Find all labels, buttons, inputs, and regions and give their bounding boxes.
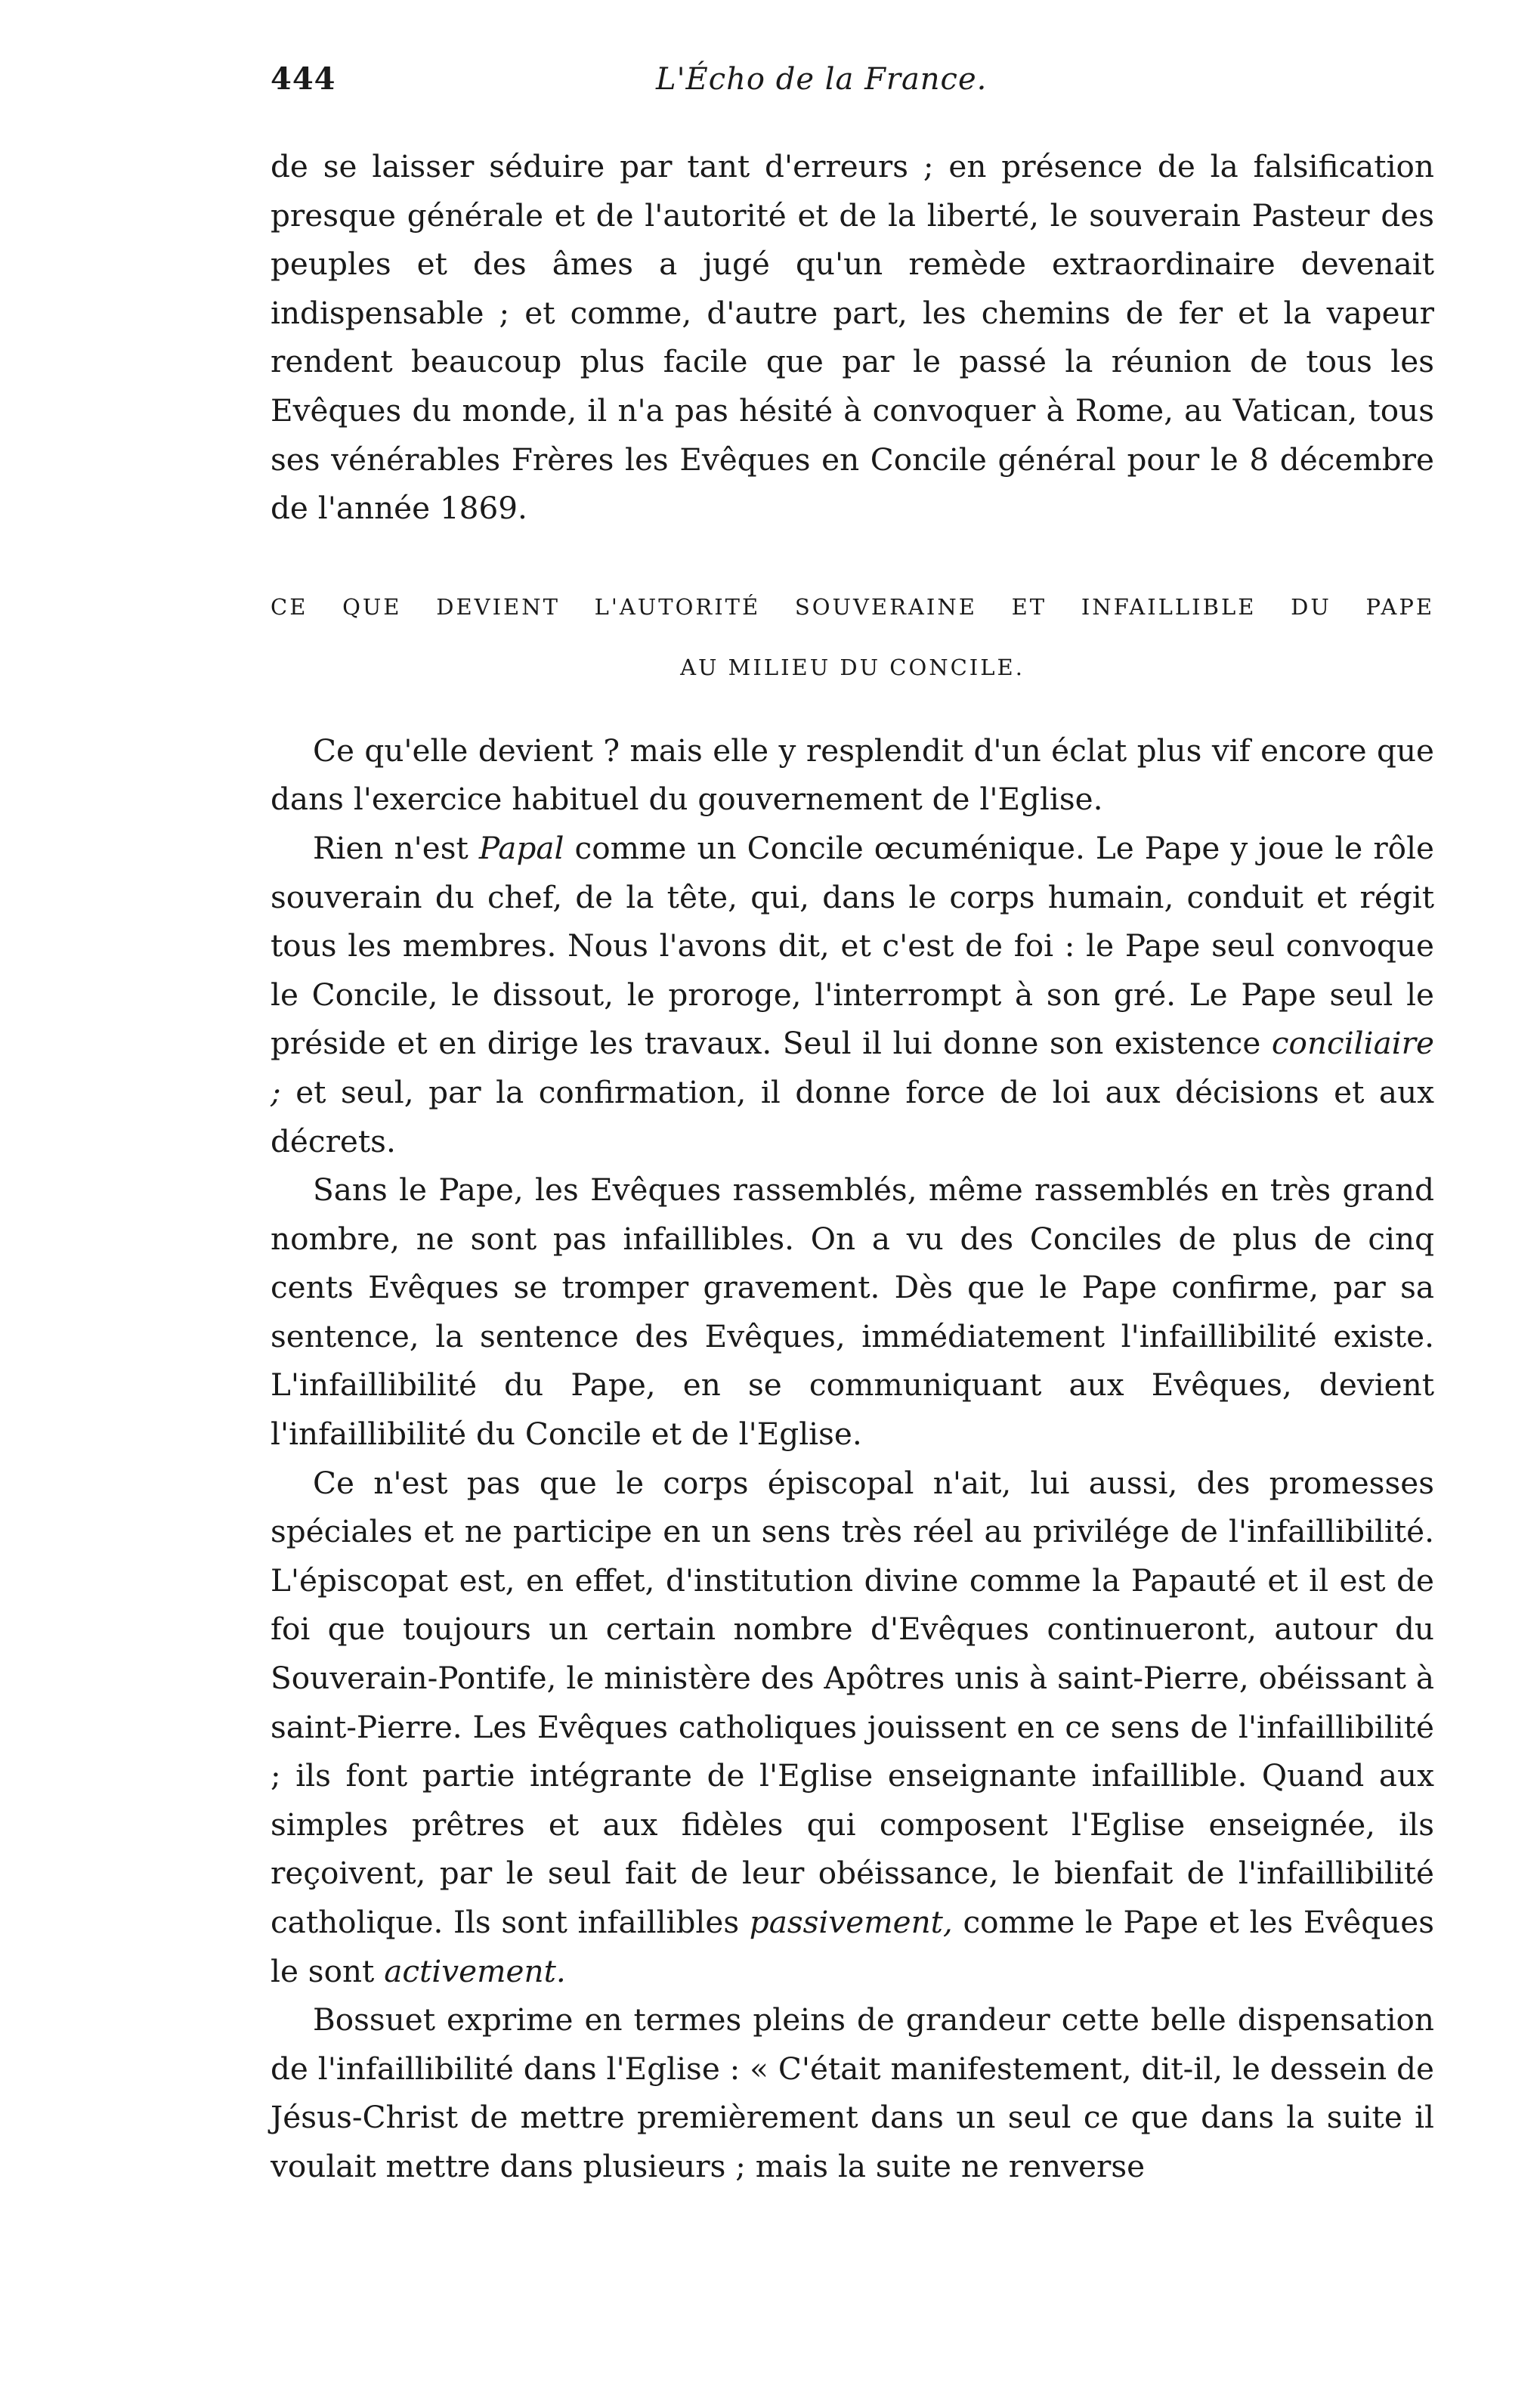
- paragraph-3-text-c: comme un Concile œcuménique. Le Pape y joue le rôle souverain du chef, de la tête, qui, dans le corps humain, conduit et régit tous les membres. Nous l'avons dit, et c'est de foi : le Pape seul convoque le Concile, le dissout, le proroge, l'interrompt à son gré. Le Pape seul le préside et en dirige les travaux. Seul il lui donne son existence: [271, 829, 1434, 1062]
- paragraph-5: [271, 1459, 1434, 1996]
- paragraph-5-emphasis-passivement: passivement,: [749, 1904, 953, 1940]
- paragraph-3: [271, 824, 1434, 1165]
- paragraph-4: Sans le Pape, les Evêques rassemblés, même rassemblés en très grand nombre, ne sont pas infaillibles. On a vu des Conciles de plus de cinq cents Evêques se tromper gravement. Dès que le Pape confirme, par sa sentence, la sentence des Evêques, immédiatement l'infaillibilité existe. L'infaillibilité du Pape, en se communiquant aux Evêques, devient l'infaillibilité du Concile et de l'Eglise.: [271, 1172, 1434, 1453]
- journal-title: L'Écho de la France.: [656, 62, 988, 97]
- paragraph-3-text-e: et seul, par la confirmation, il donne force de loi aux décisions et aux décrets.: [271, 1073, 1434, 1159]
- section-heading: [271, 577, 1434, 698]
- paragraph-6: Bossuet exprime en termes pleins de grandeur cette belle dispensation de l'infaillibilité dans l'Eglise : « C'était manifestement, dit-il, le dessein de Jésus-Christ de mettre premièrement dans un seul ce que dans la suite il voulait mettre dans plusieurs ; mais la suite ne renverse: [271, 2001, 1435, 2184]
- paragraph-3-emphasis-papal: Papal: [478, 829, 564, 866]
- paragraph-3-emphasis-conciliaire: conciliaire ;: [271, 1025, 1434, 1110]
- paragraph-5-text-c: comme le Pape et les Evêques le sont: [271, 1904, 1434, 1989]
- section-heading-line-1: CE QUE DEVIENT L'AUTORITÉ SOUVERAINE ET INFAILLIBLE DU PAPE: [271, 593, 1434, 620]
- paragraph-5-text-a: Ce n'est pas que le corps épiscopal n'ait, lui aussi, des promesses spéciales et ne participe en un sens très réel au privilége de l'infaillibilité. L'épiscopat est, en effet, d'institution divine comme la Papauté et il est de foi que toujours un certain nombre d'Evêques continueront, autour du Souverain-Pontife, le ministère des Apôtres unis à saint-Pierre, obéissant à saint-Pierre. Les Evêques catholiques jouissent en ce sens de l'infaillibilité ; ils font partie intégrante de l'Eglise enseignante infaillible. Quand aux simples prêtres et aux fidèles qui composent l'Eglise enseignée, ils reçoivent, par le seul fait de leur obéissance, le bienfait de l'infaillibilité catholique. Ils sont infaillibles: [271, 1464, 1434, 1940]
- page-number: 444: [271, 61, 336, 97]
- paragraph-3-text-a: Rien n'est: [313, 829, 479, 866]
- book-page: [271, 53, 1434, 2191]
- paragraph-2: Ce qu'elle devient ? mais elle y resplendit d'un éclat plus vif encore que dans l'exercice habituel du gouvernement de l'Eglise.: [271, 732, 1434, 818]
- paragraph-5-emphasis-activement: activement.: [384, 1952, 566, 1989]
- section-heading-line-2: AU MILIEU DU CONCILE.: [680, 654, 1025, 680]
- running-head: [271, 53, 1434, 106]
- paragraph-continuation: de se laisser séduire par tant d'erreurs ; en présence de la falsification presque générale et de l'autorité et de la liberté, le souverain Pasteur des peuples et des âmes a jugé qu'un remède extraordinaire devenait indispensable ; et comme, d'autre part, les chemins de fer et la vapeur rendent beaucoup plus facile que par le passé la réunion de tous les Evêques du monde, il n'a pas hésité à convoquer à Rome, au Vatican, tous ses vénérables Frères les Evêques en Concile général pour le 8 décembre de l'année 1869.: [271, 148, 1434, 527]
